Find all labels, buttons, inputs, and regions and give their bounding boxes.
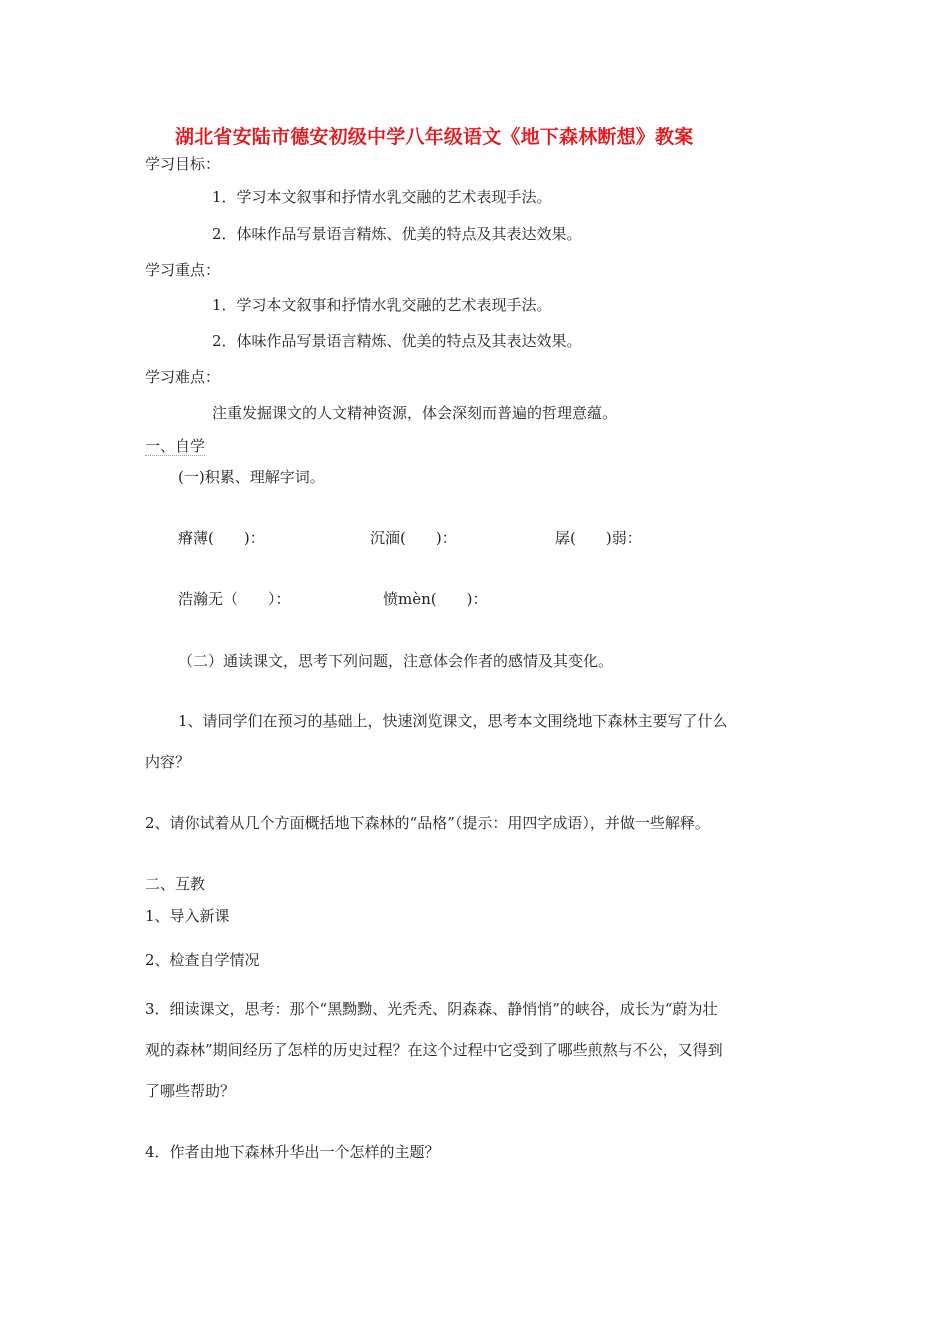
mutual-item: 2、检查自学情况 [145, 951, 260, 969]
mutual-item: 1、导入新课 [145, 907, 230, 925]
key-point-item: 2．体味作品写景语言精炼、优美的特点及其表达效果。 [212, 332, 582, 350]
key-points-heading: 学习重点： [145, 261, 221, 279]
goal-item: 2．体味作品写景语言精炼、优美的特点及其表达效果。 [212, 225, 582, 243]
mutual-item3-line2: 观的森林”期间经历了怎样的历史过程？在这个过程中它受到了哪些煎熬与不公，又得到 [145, 1041, 723, 1059]
word-item: 沉湎( )： [370, 529, 457, 547]
mutual-item: 4．作者由地下森林升华出一个怎样的主题？ [145, 1143, 440, 1161]
goals-heading: 学习目标： [145, 155, 221, 173]
mutual-heading: 二、互教 [145, 875, 206, 893]
word-item: 孱( )弱： [555, 529, 642, 547]
mutual-item3-line1: 3．细读课文，思考：那个“黑黝黝、光秃秃、阴森森、静悄悄”的峡谷，成长为“蔚为壮 [145, 1000, 718, 1018]
question-1-line2: 内容？ [145, 753, 191, 771]
word-item: 愤mèn( )： [383, 590, 488, 608]
key-point-item: 1．学习本文叙事和抒情水乳交融的艺术表现手法。 [212, 296, 552, 314]
question-2: 2、请你试着从几个方面概括地下森林的“品格”（提示：用四字成语），并做一些解释。 [145, 814, 710, 832]
word-item: 浩瀚无（ ）： [178, 590, 291, 608]
self-study-heading: 一、自学 [145, 437, 206, 455]
self-study-sub2: （二）通读课文，思考下列问题，注意体会作者的感情及其变化。 [178, 652, 614, 670]
word-item: 瘠薄( )： [178, 529, 265, 547]
page-title: 湖北省安陆市德安初级中学八年级语文《地下森林断想》教案 [175, 126, 694, 148]
difficulties-text: 注重发掘课文的人文精神资源，体会深刻而普遍的哲理意蕴。 [212, 404, 618, 422]
question-1-line1: 1、请同学们在预习的基础上，快速浏览课文，思考本文围绕地下森林主要写了什么 [178, 712, 728, 730]
difficulties-heading: 学习难点： [145, 368, 221, 386]
goal-item: 1．学习本文叙事和抒情水乳交融的艺术表现手法。 [212, 188, 552, 206]
mutual-item3-line3: 了哪些帮助？ [145, 1082, 236, 1100]
self-study-sub1: (一)积累、理解字词。 [178, 468, 325, 486]
